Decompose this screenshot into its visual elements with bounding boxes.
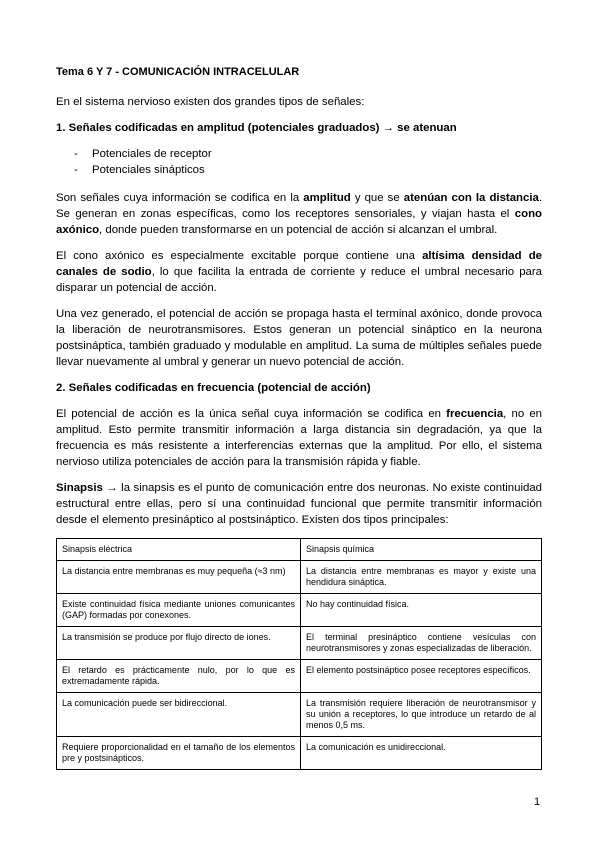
table-cell: La distancia entre membranas es mayor y existe una hendidura sináptica.	[301, 561, 542, 594]
intro-paragraph: En el sistema nervioso existen dos grandes tipos de señales:	[56, 96, 365, 108]
table-cell: Existe continuidad física mediante uniones comunicantes (GAP) formadas por conexones.	[57, 594, 301, 627]
paragraph-synapse	[56, 480, 542, 528]
text-run: El potencial de acción es la única señal cuya información se codifica en	[56, 408, 447, 420]
text-run: . Se generan en zonas específicas, como los receptores sensoriales, y viajan hasta el	[56, 192, 543, 220]
table-cell: El elemento postsináptico posee receptores específicos.	[301, 660, 542, 693]
table-cell: Requiere proporcionalidad en el tamaño de los elementos pre y postsinápticos.	[57, 737, 301, 770]
bold-run: frecuencia	[446, 408, 504, 420]
text-run: , donde pueden transformarse en un potencial de acción si alcanzan el umbral.	[99, 224, 498, 236]
table-header-cell: Sinapsis química	[301, 539, 542, 561]
table-row	[57, 660, 542, 693]
table-cell: El retardo es prácticamente nulo, por lo que es extremadamente rápida.	[57, 660, 301, 693]
section1-heading: 1. Señales codificadas en amplitud (potenciales graduados) → se atenuan	[56, 122, 457, 134]
text-run: y que se	[350, 192, 404, 204]
document-title: Tema 6 Y 7 - COMUNICACIÓN INTRACELULAR	[56, 66, 300, 78]
section2-heading: 2. Señales codificadas en frecuencia (potencial de acción)	[56, 382, 371, 394]
paragraph-axon-cone	[56, 248, 542, 296]
text-run: El cono axónico es especialmente excitable porque contiene una	[56, 250, 423, 262]
table-row	[57, 594, 542, 627]
table-cell: La comunicación es unidireccional.	[301, 737, 542, 770]
synapse-comparison-table	[56, 538, 542, 770]
table-cell: No hay continuidad física.	[301, 594, 542, 627]
table-cell: La distancia entre membranas es muy pequeña (≈3 nm)	[57, 561, 301, 594]
list-item: - Potenciales sinápticos	[74, 162, 542, 178]
document-page	[56, 66, 542, 770]
bold-run: cono axónico	[56, 208, 542, 236]
table-cell: El terminal presináptico contiene vesículas con neurotransmisores y zonas especializadas de liberación.	[301, 627, 542, 660]
table-row	[57, 627, 542, 660]
table-header-row	[57, 539, 542, 561]
text-run: , lo que facilita la entrada de corriente y reduce el umbral necesario para disparar un potencial de acción.	[56, 266, 542, 294]
text-run: → la sinapsis es el punto de comunicación entre dos neuronas. No existe continuidad estructural entre ellas, pero sí una continuidad funcional que permite transmitir información desde el elemento presináptico al postsináptico. Existen dos tipos principales:	[56, 482, 542, 526]
page-number: 1	[534, 796, 541, 808]
table-row	[57, 737, 542, 770]
paragraph-frequency	[56, 406, 542, 470]
paragraph-amplitude	[56, 190, 542, 238]
text-run: Son señales cuya información se codifica en la	[56, 192, 304, 204]
paragraph-propagation: Una vez generado, el potencial de acción se propaga hasta el terminal axónico, donde provoca la liberación de neurotransmisores. Estos generan un potencial sináptico en la neurona postsináptica, también graduado y modulable en amplitud. La suma de múltiples señales puede llevar nuevamente al umbral y generar un nuevo potencial de acción.	[56, 308, 542, 368]
list-item: - Potenciales de receptor	[74, 146, 542, 162]
table-row	[57, 693, 542, 737]
bold-run: altísima densidad de canales de sodio	[56, 250, 542, 278]
section1-list	[74, 146, 542, 178]
bold-run: atenúan con la distancia	[403, 192, 539, 204]
table-cell: La transmisión requiere liberación de neurotransmisor y su unión a receptores, lo que introduce un retardo de al menos 0,5 ms.	[301, 693, 542, 737]
table-cell: La comunicación puede ser bidireccional.	[57, 693, 301, 737]
text-run: , no en amplitud. Esto permite transmitir información a larga distancia sin degradación, ya que la frecuencia es más resistente a interferencias externas que la amplitud. Por ello, el sistema nervioso utiliza potenciales de acción para la transmisión rápida y fiable.	[56, 408, 543, 468]
table-cell: La transmisión se produce por flujo directo de iones.	[57, 627, 301, 660]
bold-run: Sinapsis	[56, 482, 103, 494]
table-header-cell: Sinapsis eléctrica	[57, 539, 301, 561]
bold-run: amplitud	[303, 192, 351, 204]
table-row	[57, 561, 542, 594]
